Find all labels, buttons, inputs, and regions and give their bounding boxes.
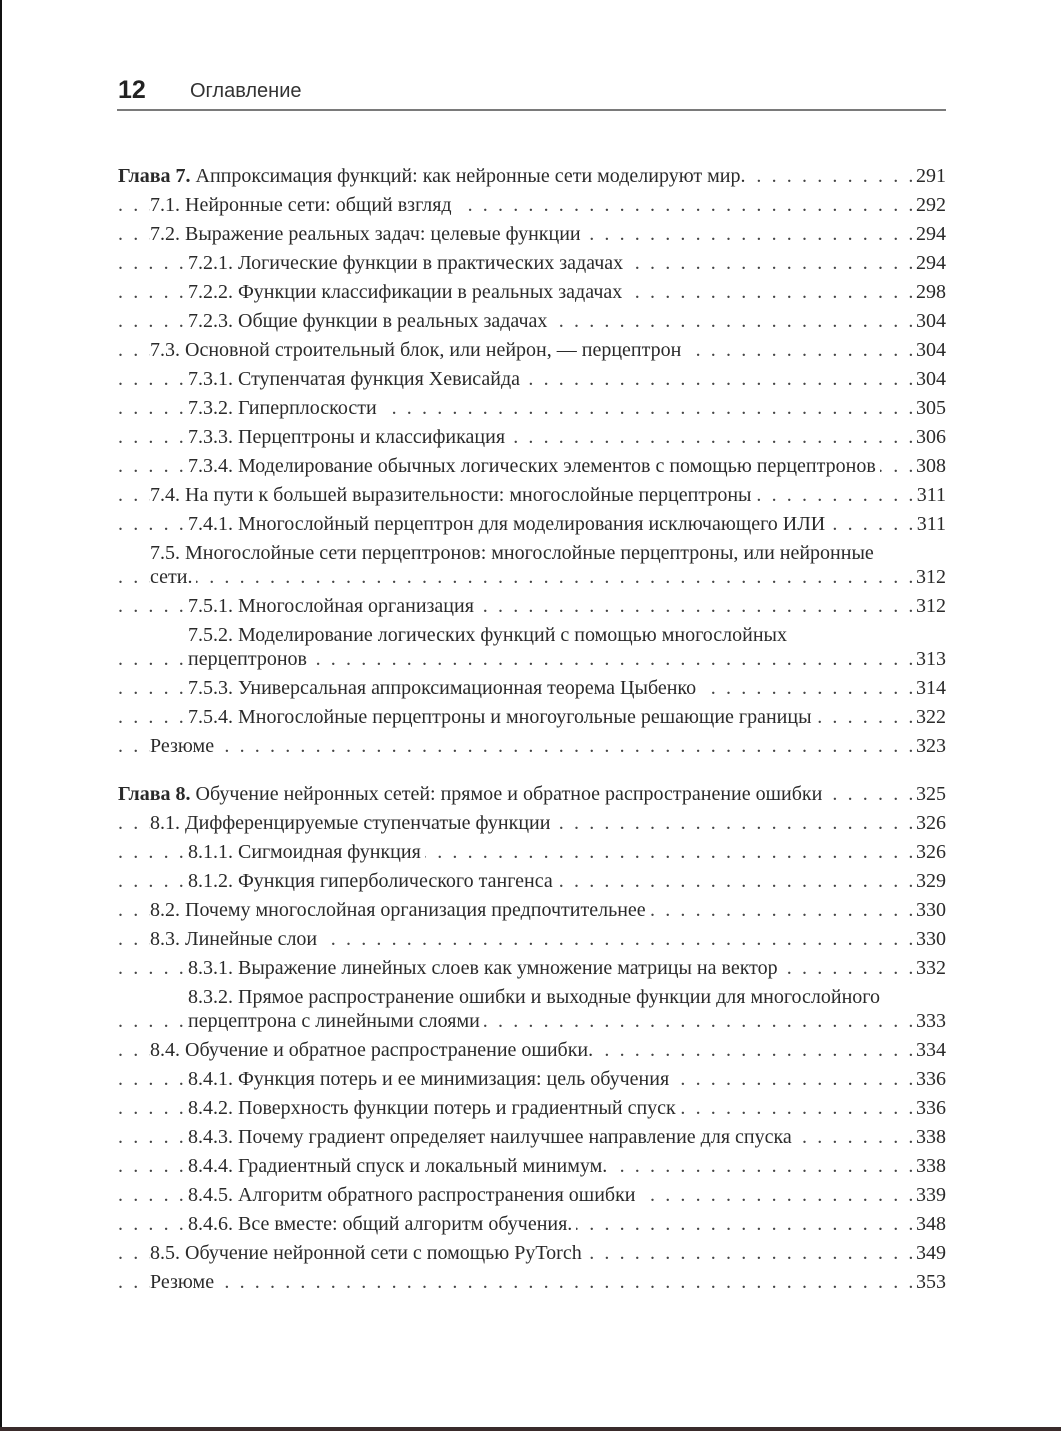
toc-page-number: 353 <box>912 1270 946 1294</box>
toc-entry[interactable] <box>118 837 946 866</box>
toc-page-number: 349 <box>912 1241 946 1265</box>
toc-entry[interactable] <box>118 219 946 248</box>
toc-entry-title: 7.1. Нейронные сети: общий взгляд <box>150 194 456 216</box>
toc-page-number: 305 <box>912 396 946 420</box>
toc-entry[interactable] <box>118 1035 946 1064</box>
toc-entry[interactable] <box>118 1238 946 1267</box>
chapter-label: Глава 8. <box>118 782 191 805</box>
toc-entry[interactable] <box>118 731 946 760</box>
toc-page-number: 333 <box>912 1009 946 1033</box>
toc-entry[interactable] <box>118 1209 946 1238</box>
toc-entry-title: 7.3.3. Перцептроны и классификация <box>188 426 509 448</box>
toc-page-number: 304 <box>912 309 946 333</box>
toc-entry-title: Резюме <box>150 735 218 757</box>
toc-entry[interactable] <box>118 1093 946 1122</box>
toc-entry[interactable] <box>118 306 946 335</box>
toc-page-number: 312 <box>912 565 946 589</box>
toc-entry-title: 8.4.4. Градиентный спуск и локальный минимум. <box>188 1155 611 1177</box>
toc-entry[interactable] <box>118 953 946 982</box>
toc-page-number: 338 <box>912 1125 946 1149</box>
toc-chapter[interactable] <box>118 779 946 808</box>
toc-entry-title: 7.4.1. Многослойный перцептрон для моделирования исключающего ИЛИ <box>188 513 829 535</box>
toc-entry-title <box>118 783 826 805</box>
toc-entry[interactable] <box>118 190 946 219</box>
toc-entry-title: 7.3.2. Гиперплоскости <box>188 397 381 419</box>
toc-entry-title: 7.5.3. Универсальная аппроксимационная теорема Цыбенко <box>188 677 700 699</box>
toc-entry-title: 7.5.2. Моделирование логических функций с помощью многослойных перцептронов <box>188 623 787 670</box>
toc-entry[interactable] <box>118 1151 946 1180</box>
toc-entry-title: 8.3.2. Прямое распространение ошибки и выходные функции для многослойного перцептрона с линейными слоями <box>188 985 880 1032</box>
toc-entry-title: 8.4.1. Функция потерь и ее минимизация: цель обучения <box>188 1068 673 1090</box>
toc-entry-title: 8.1. Дифференцируемые ступенчатые функции <box>150 812 554 834</box>
toc-page-number: 326 <box>912 811 946 835</box>
toc-entry-title: 7.2.2. Функции классификации в реальных задачах <box>188 281 626 303</box>
toc-page-number: 291 <box>912 164 946 188</box>
toc-page-number: 339 <box>912 1183 946 1207</box>
toc-entry-title: 7.3.1. Ступенчатая функция Хевисайда <box>188 368 524 390</box>
toc-entry-title: 8.4.6. Все вместе: общий алгоритм обучения. <box>188 1213 576 1235</box>
toc-entry-title: 7.2.3. Общие функции в реальных задачах <box>188 310 551 332</box>
toc-entry-title: 8.4.2. Поверхность функции потерь и градиентный спуск <box>188 1097 680 1119</box>
running-header <box>118 76 946 110</box>
toc-entry[interactable] <box>118 620 946 673</box>
toc-entry[interactable] <box>118 335 946 364</box>
toc-entry[interactable] <box>118 673 946 702</box>
toc-entry[interactable] <box>118 364 946 393</box>
toc-entry[interactable] <box>118 451 946 480</box>
toc-entry[interactable] <box>118 702 946 731</box>
toc-page-number: 304 <box>912 367 946 391</box>
toc-entry-title: 7.4. На пути к большей выразительности: многослойные перцептроны <box>150 484 755 506</box>
toc-page-number: 338 <box>912 1154 946 1178</box>
toc-entry-title: 8.4.5. Алгоритм обратного распространения ошибки <box>188 1184 640 1206</box>
toc-entry[interactable] <box>118 422 946 451</box>
toc-page-number: 311 <box>913 512 946 536</box>
toc-entry[interactable] <box>118 1180 946 1209</box>
toc-page-number: 308 <box>912 454 946 478</box>
toc-entry-title: 7.5.1. Многослойная организация <box>188 595 478 617</box>
toc-page-number: 311 <box>913 483 946 507</box>
toc-page-number: 336 <box>912 1067 946 1091</box>
chapter-title: Обучение нейронных сетей: прямое и обратное распространение ошибки <box>195 782 823 805</box>
toc-page-number: 334 <box>912 1038 946 1062</box>
toc-entry-title: 7.5. Многослойные сети перцептронов: многослойные перцептроны, или нейронные сети. <box>150 541 874 588</box>
dot-leader <box>118 734 946 758</box>
toc-entry[interactable] <box>118 1122 946 1151</box>
toc-entry-title: 7.3. Основной строительный блок, или нейрон, — перцептрон <box>150 339 685 361</box>
header-rule <box>117 109 946 111</box>
table-of-contents <box>118 161 946 1296</box>
toc-page-number: 312 <box>912 594 946 618</box>
toc-page-number: 304 <box>912 338 946 362</box>
toc-entry-title: 8.2. Почему многослойная организация предпочтительнее <box>150 899 650 921</box>
toc-entry-title: 7.3.4. Моделирование обычных логических элементов с помощью перцептронов <box>188 455 880 477</box>
toc-entry-title: 7.5.4. Многослойные перцептроны и многоугольные решающие границы <box>188 706 816 728</box>
toc-chapter[interactable] <box>118 161 946 190</box>
dot-leader <box>118 565 946 589</box>
toc-entry[interactable] <box>118 509 946 538</box>
page-frame-left <box>0 0 2 1431</box>
toc-entry[interactable] <box>118 982 946 1035</box>
page-number: 12 <box>118 76 146 104</box>
toc-entry-title: 7.2. Выражение реальных задач: целевые функции <box>150 223 585 245</box>
toc-page-number: 326 <box>912 840 946 864</box>
toc-entry-title: 8.5. Обучение нейронной сети с помощью PyTorch <box>150 1242 586 1264</box>
toc-page-number: 348 <box>912 1212 946 1236</box>
toc-page-number: 306 <box>912 425 946 449</box>
toc-entry[interactable] <box>118 866 946 895</box>
toc-page-number: 330 <box>912 898 946 922</box>
toc-entry[interactable] <box>118 1267 946 1296</box>
dot-leader <box>118 1270 946 1294</box>
toc-page-number: 323 <box>912 734 946 758</box>
toc-page-number: 294 <box>912 222 946 246</box>
toc-page-number: 314 <box>912 676 946 700</box>
toc-page-number: 294 <box>912 251 946 275</box>
toc-page-number: 322 <box>912 705 946 729</box>
toc-entry[interactable] <box>118 895 946 924</box>
toc-entry-title <box>118 165 749 187</box>
page-frame-bottom <box>0 1427 1061 1431</box>
toc-page-number: 313 <box>912 647 946 671</box>
toc-entry[interactable] <box>118 248 946 277</box>
toc-entry[interactable] <box>118 808 946 837</box>
toc-entry-title: 8.4.3. Почему градиент определяет наилучшее направление для спуска <box>188 1126 796 1148</box>
toc-page-number: 298 <box>912 280 946 304</box>
toc-page-number: 325 <box>912 782 946 806</box>
toc-entry-title: 7.2.1. Логические функции в практических задачах <box>188 252 627 274</box>
toc-entry[interactable] <box>118 1064 946 1093</box>
toc-entry[interactable] <box>118 277 946 306</box>
running-title: Оглавление <box>190 80 302 102</box>
toc-entry-title: Резюме <box>150 1271 218 1293</box>
toc-page-number: 292 <box>912 193 946 217</box>
toc-entry-title: 8.3.1. Выражение линейных слоев как умножение матрицы на вектор <box>188 957 782 979</box>
toc-entry-title: 8.4. Обучение и обратное распространение ошибки. <box>150 1039 597 1061</box>
toc-entry-title: 8.1.2. Функция гиперболического тангенса <box>188 870 557 892</box>
toc-page-number: 330 <box>912 927 946 951</box>
toc-entry[interactable] <box>118 393 946 422</box>
toc-page-number: 336 <box>912 1096 946 1120</box>
toc-entry[interactable] <box>118 591 946 620</box>
chapter-title: Аппроксимация функций: как нейронные сети моделируют мир. <box>195 164 746 187</box>
toc-entry-title: 8.1.1. Сигмоидная функция <box>188 841 425 863</box>
toc-page-number: 329 <box>912 869 946 893</box>
toc-entry[interactable] <box>118 480 946 509</box>
toc-page-number: 332 <box>912 956 946 980</box>
chapter-label: Глава 7. <box>118 164 191 187</box>
toc-entry[interactable] <box>118 924 946 953</box>
toc-entry[interactable] <box>118 538 946 591</box>
toc-entry-title: 8.3. Линейные слои <box>150 928 321 950</box>
